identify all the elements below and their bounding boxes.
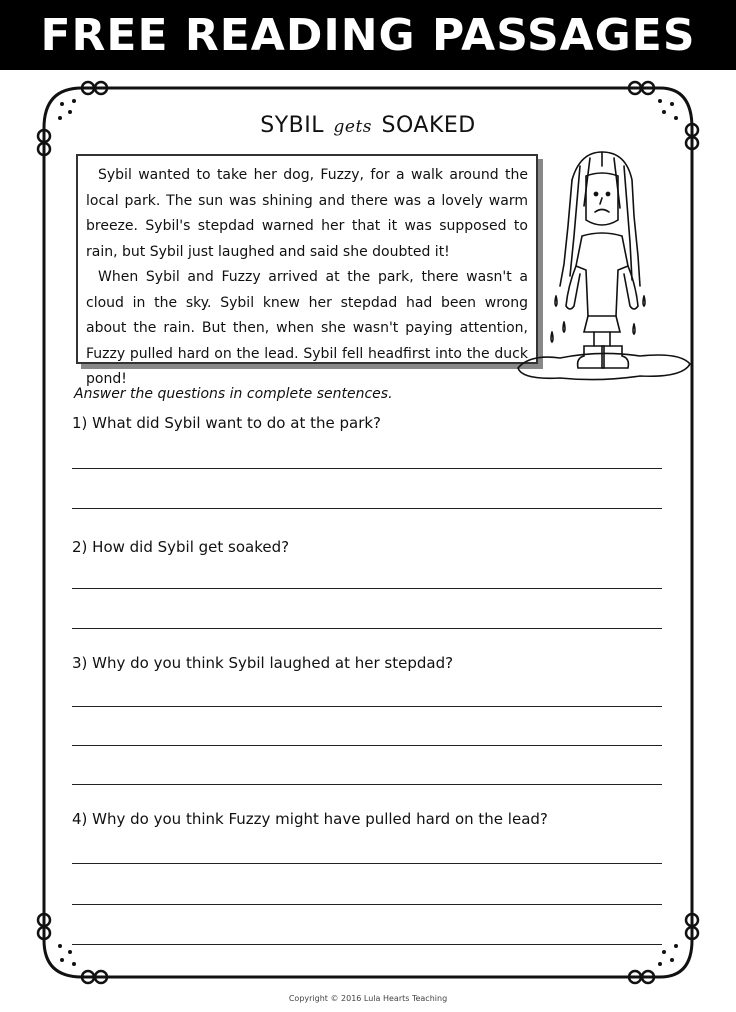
banner-title: FREE READING PASSAGES	[40, 9, 696, 61]
answer-line[interactable]	[72, 508, 662, 509]
answer-line[interactable]	[72, 904, 662, 905]
question-2: 2) How did Sybil get soaked?	[72, 538, 290, 556]
answer-line[interactable]	[72, 863, 662, 864]
answer-line[interactable]	[72, 588, 662, 589]
reading-passage-box	[76, 154, 538, 387]
answer-line[interactable]	[72, 784, 662, 785]
question-1: 1) What did Sybil want to do at the park?	[72, 414, 382, 432]
answer-line[interactable]	[72, 628, 662, 629]
title-word-soaked: SOAKED	[381, 113, 476, 138]
copyright-footer: Copyright © 2016 Lula Hearts Teaching	[288, 994, 448, 1003]
question-4: 4) Why do you think Fuzzy might have pulled hard on the lead?	[72, 810, 548, 828]
wet-girl-illustration	[510, 146, 700, 384]
title-word-sybil: SYBIL	[260, 113, 325, 138]
worksheet-title	[0, 113, 736, 138]
passage-paragraph-2: When Sybil and Fuzzy arrived at the park, there wasn't a cloud in the sky. Sybil knew her stepdad had been wrong about the rain. But then, when she wasn't paying attention, Fuzzy pulled hard on the lead. Sybil fell headfirst into the duck pond!	[86, 269, 528, 387]
passage-paragraph-1: Sybil wanted to take her dog, Fuzzy, for a walk around the local park. The sun was shining and there was a lovely warm breeze. Sybil's stepdad warned her that it was supposed to rain, but Sybil just laughed and said she doubted it!	[86, 167, 528, 260]
title-word-gets: gets	[333, 117, 373, 137]
answer-line[interactable]	[72, 944, 662, 945]
question-3: 3) Why do you think Sybil laughed at her stepdad?	[72, 654, 454, 672]
answer-line[interactable]	[72, 745, 662, 746]
instructions-text: Answer the questions in complete sentences.	[74, 386, 393, 402]
answer-line[interactable]	[72, 706, 662, 707]
answer-line[interactable]	[72, 468, 662, 469]
